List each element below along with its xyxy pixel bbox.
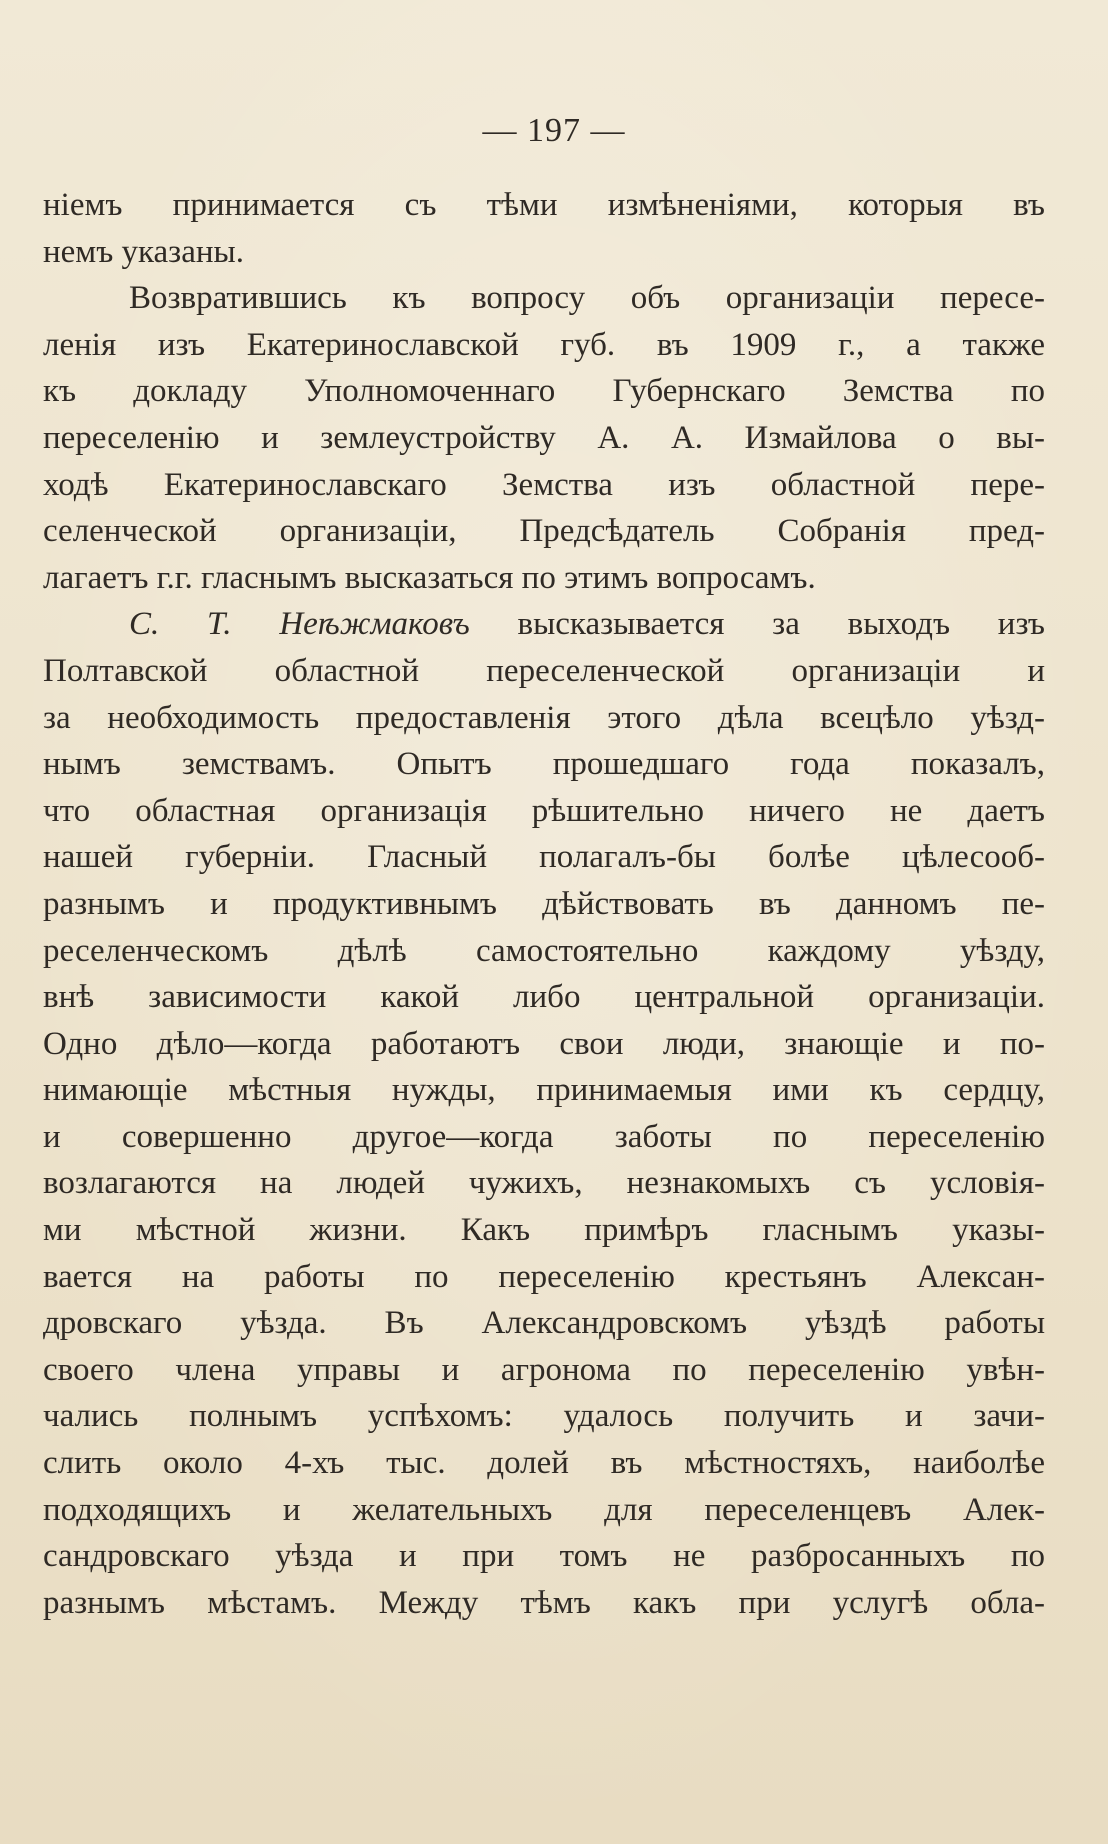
text-line: разнымъ мѣстамъ. Между тѣмъ какъ при услугѣ обла- — [43, 1584, 1045, 1621]
text-line: нашей губернiи. Гласный полагалъ-бы болѣе цѣлесооб- — [43, 839, 1045, 876]
text-line: за необходимость предоставленiя этого дѣла всецѣло уѣзд- — [43, 699, 1045, 736]
text-line: нiемъ принимается съ тѣми измѣненiями, которыя въ — [43, 187, 1045, 223]
text-line: и совершенно другое—когда заботы по переселенiю — [43, 1118, 1045, 1155]
page-number: — 197 — — [482, 112, 626, 149]
text-line: подходящихъ и желательныхъ для переселенцевъ Алек- — [43, 1491, 1045, 1528]
text-line: внѣ зависимости какой либо центральной организацiи. — [43, 979, 1045, 1016]
text-line: дровскаго уѣзда. Въ Александровскомъ уѣздѣ работы — [43, 1305, 1045, 1342]
text-line: возлагаются на людей чужихъ, незнакомыхъ съ условiя- — [43, 1165, 1045, 1202]
text-line: селенческой организацiи, Предсѣдатель Собранiя пред- — [43, 513, 1045, 550]
text-line: лагаетъ г.г. гласнымъ высказаться по этимъ вопросамъ. — [43, 559, 816, 596]
text-line: переселенiю и землеустройству А. А. Измайлова о вы- — [43, 419, 1045, 456]
text-line: что областная организацiя рѣшительно ничего не даетъ — [43, 792, 1045, 829]
text-fragment: высказывается за выходъ изъ — [469, 606, 1045, 643]
text-line: разнымъ и продуктивнымъ дѣйствовать въ данномъ пе- — [43, 885, 1045, 922]
speaker-name: С. Т. Неѣжмаковъ — [129, 606, 470, 643]
text-line: чались полнымъ успѣхомъ: удалось получить и зачи- — [43, 1398, 1045, 1435]
text-line: Возвратившись къ вопросу объ организацiи пересе- — [129, 280, 1045, 317]
text-line: Одно дѣло—когда работаютъ свои люди, знающiе и по- — [43, 1025, 1045, 1062]
text-line: вается на работы по переселенiю крестьянъ Алексан- — [43, 1258, 1045, 1295]
text-line: ми мѣстной жизни. Какъ примѣръ гласнымъ указы- — [43, 1212, 1045, 1249]
text-line: реселенческомъ дѣлѣ самостоятельно каждому уѣзду, — [43, 932, 1045, 969]
text-line: сандровскаго уѣзда и при томъ не разбросанныхъ по — [43, 1538, 1045, 1575]
text-line: Полтавской областной переселенческой организацiи и — [43, 652, 1045, 689]
body-text — [43, 182, 1045, 1626]
text-line: нимающiе мѣстныя нужды, принимаемыя ими къ сердцу, — [43, 1072, 1045, 1109]
text-line: къ докладу Уполномоченнаго Губернскаго Земства по — [43, 373, 1045, 410]
text-line: немъ указаны. — [43, 233, 244, 270]
text-line: ходѣ Екатеринославскаго Земства изъ областной пере- — [43, 466, 1045, 503]
text-line: нымъ земствамъ. Опытъ прошедшаго года показалъ, — [43, 746, 1045, 783]
text-line: своего члена управы и агронома по переселенiю увѣн- — [43, 1351, 1045, 1388]
text-line: слить около 4-хъ тыс. долей въ мѣстностяхъ, наиболѣе — [43, 1445, 1045, 1482]
text-line: ленiя изъ Екатеринославской губ. въ 1909 г., а также — [43, 326, 1045, 363]
text-line-with-speaker — [43, 601, 1045, 648]
